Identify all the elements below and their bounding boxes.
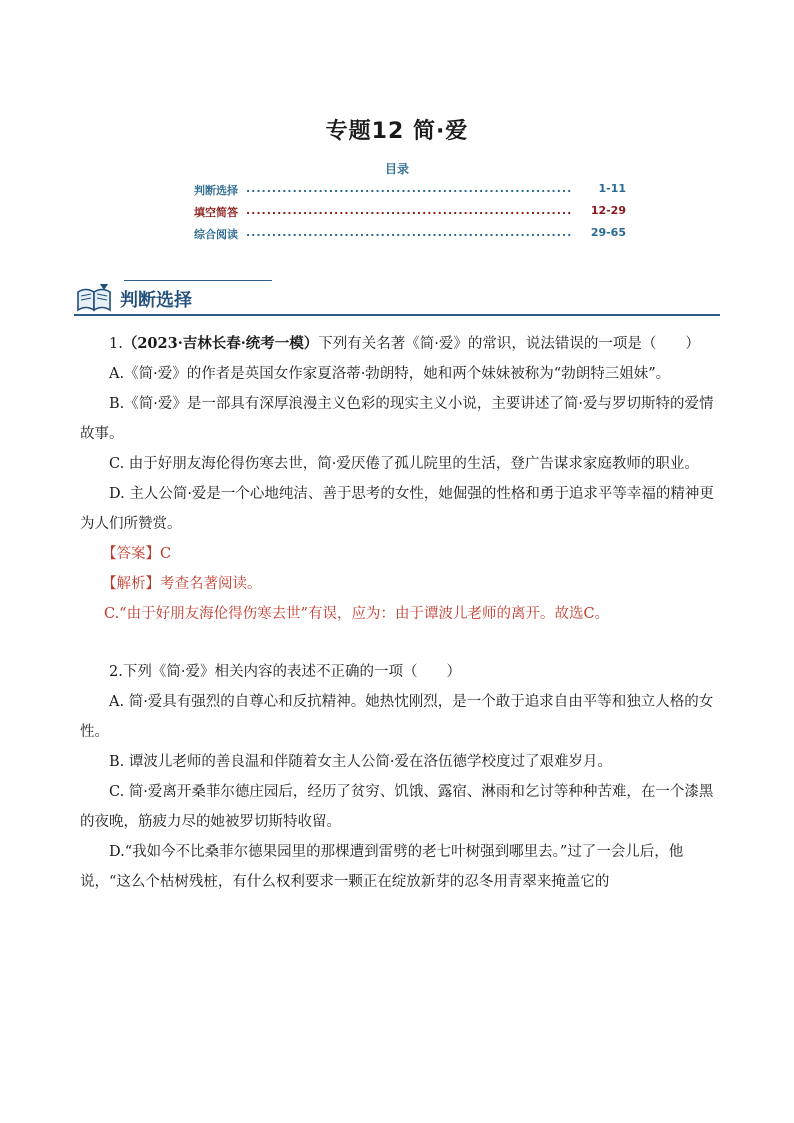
toc-item-fill[interactable] (194, 204, 626, 220)
answer-tag: 【答案】 (102, 546, 160, 562)
toc-item-label: 填空简答 (194, 206, 238, 219)
question-number: 2. (109, 664, 123, 680)
toc-item-pages: 1-11 (598, 182, 626, 195)
question-2-option-d: D.“我如今不比桑菲尔德果园里的那棵遭到雷劈的老七叶树强到哪里去。”过了一会儿后，他说，“这么个枯树残桩，有什么权利要求一颗正在绽放新芽的忍冬用青翠来掩盖它的 (80, 844, 684, 890)
explanation-text: C.“由于好朋友海伦得伤寒去世”有误，应为：由于谭波儿老师的离开。故选C。 (104, 606, 610, 622)
toc-item-pages: 12-29 (590, 204, 626, 217)
section-header (74, 280, 720, 316)
toc-item-label: 判断选择 (194, 184, 238, 197)
book-icon (74, 282, 114, 314)
question-source: （2023·吉林长春·统考一模） (122, 335, 319, 352)
question-2-option-c: C. 简·爱离开桑菲尔德庄园后，经历了贫穷、饥饿、露宿、淋雨和乞讨等种种苦难，在一个漆黑的夜晚，筋疲力尽的她被罗切斯特收留。 (80, 784, 714, 830)
question-1-option-c: C. 由于好朋友海伦得伤寒去世，简·爱厌倦了孤儿院里的生活，登广告谋求家庭教师的职业。 (109, 456, 699, 472)
analysis-line (80, 569, 722, 599)
answer-line (80, 539, 722, 569)
question-1-option-b: B.《简·爱》是一部具有深厚浪漫主义色彩的现实主义小说，主要讲述了简·爱与罗切斯特的爱情故事。 (80, 396, 714, 442)
page-title: 专题12 简·爱 (325, 119, 469, 144)
section-top-line (124, 280, 272, 281)
toc-leader-dots: ............................................................... (246, 182, 573, 195)
question-1-option-d: D. 主人公简·爱是一个心地纯洁、善于思考的女性，她倔强的性格和勇于追求平等幸福的精神更为人们所赞赏。 (80, 486, 714, 532)
answer-value: C (160, 546, 172, 562)
question-1-option-a: A.《简·爱》的作者是英国女作家夏洛蒂·勃朗特，她和两个妹妹被称为“勃朗特三姐妹”。 (109, 366, 671, 382)
question-text: 下列有关名著《简·爱》的常识，说法错误的一项是（ ） (318, 336, 700, 352)
question-text: 下列《简·爱》相关内容的表述不正确的一项（ ） (122, 664, 461, 680)
question-2-stem (80, 657, 722, 687)
section-rule (74, 314, 720, 316)
toc-item-label: 综合阅读 (194, 228, 238, 241)
question-2-option-a: A. 简·爱具有强烈的自尊心和反抗精神。她热忱刚烈，是一个敢于追求自由平等和独立人格的女性。 (80, 694, 714, 740)
question-number: 1. (109, 336, 123, 352)
question-2-option-b: B. 谭波儿老师的善良温和伴随着女主人公简·爱在洛伍德学校度过了艰难岁月。 (109, 754, 612, 770)
toc-leader-dots: ............................................................... (246, 204, 573, 217)
toc-item-pages: 29-65 (590, 226, 626, 239)
toc-item-reading[interactable] (194, 226, 626, 242)
toc-leader-dots: ............................................................... (246, 226, 573, 239)
toc-heading: 目录 (384, 162, 409, 176)
section-title: 判断选择 (120, 290, 192, 311)
question-content (80, 329, 722, 897)
analysis-text: 考查名著阅读。 (160, 576, 262, 592)
toc-item-judge[interactable] (194, 182, 626, 198)
question-1-stem (80, 329, 722, 359)
analysis-tag: 【解析】 (102, 576, 160, 592)
